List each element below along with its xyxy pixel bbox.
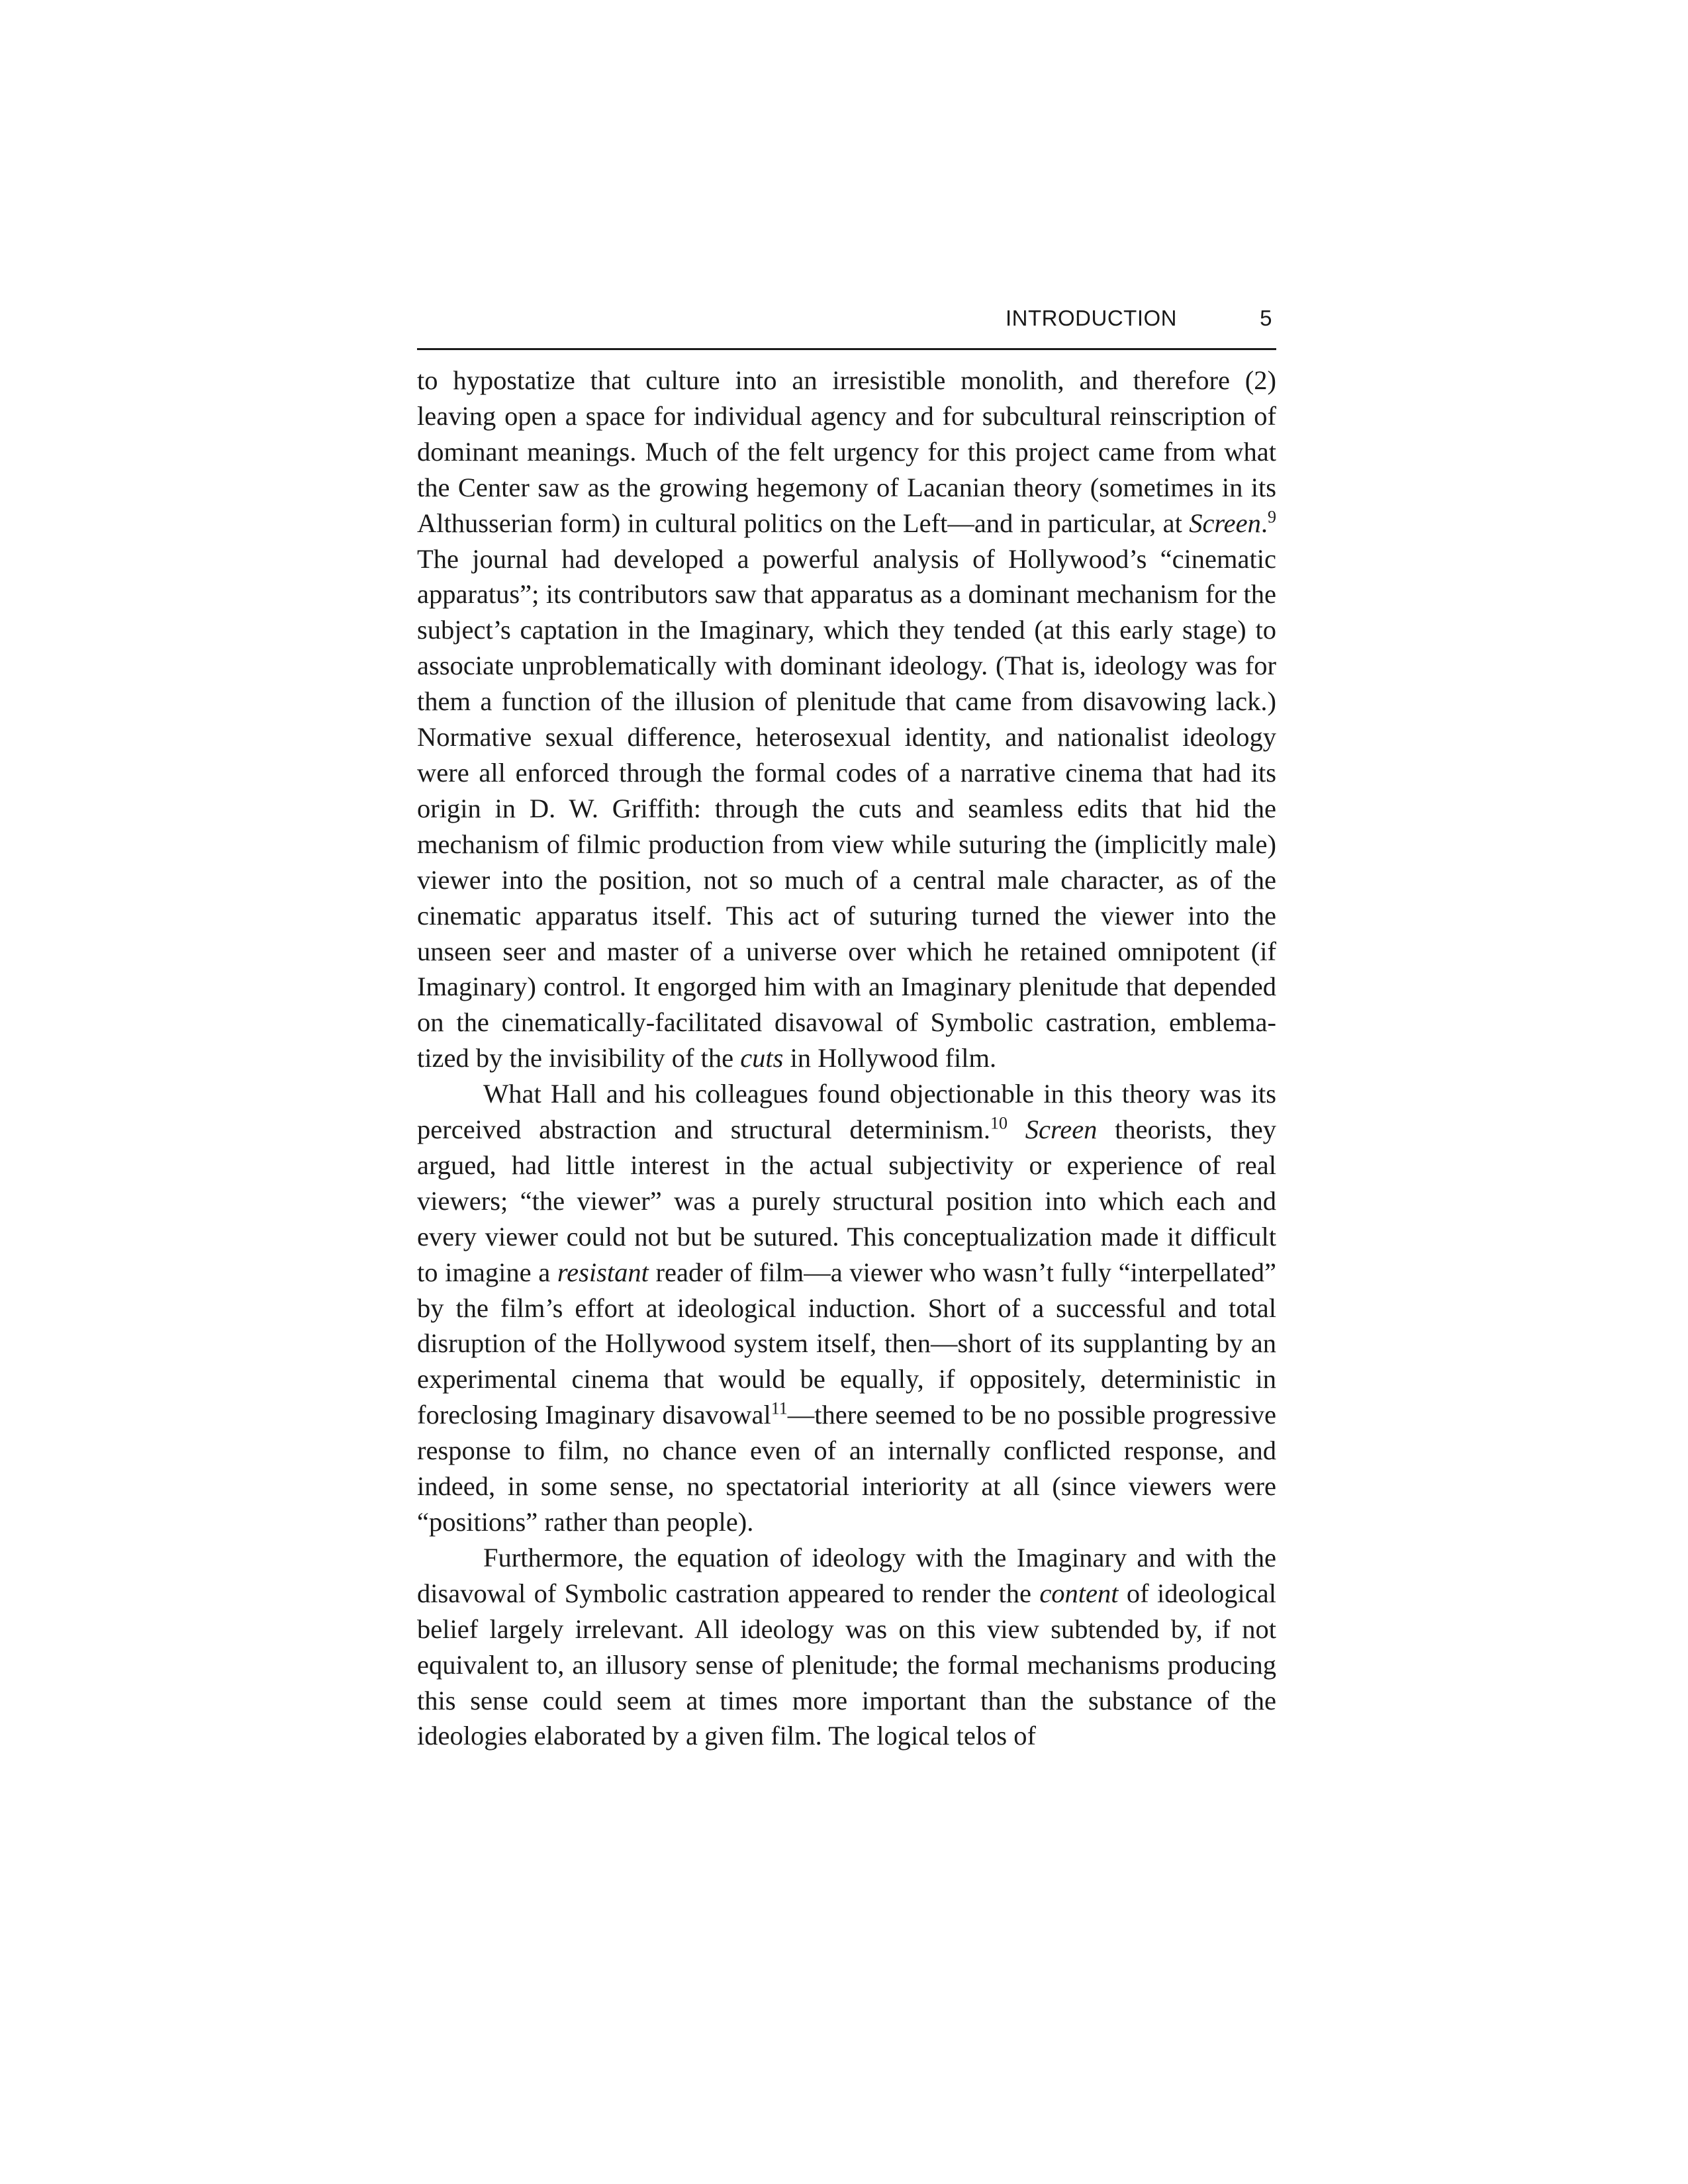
running-head-title: INTRODUCTION xyxy=(1006,306,1177,330)
text-run: in Hollywood film. xyxy=(783,1043,997,1073)
running-head xyxy=(417,306,1276,335)
italic-text: resistant xyxy=(557,1257,649,1287)
paragraph xyxy=(417,1540,1276,1754)
text-run: What Hall and his colleagues found objectionable in this theory was its perceived abstraction and structural determinism. xyxy=(417,1079,1276,1145)
text-run: reader of film—a viewer who wasn’t fully “interpellated” by the film’s effort at ideological induction. Short of a successful and total disruption of the Hollywood system itself, then—short of its supplanting by an experimental cinema that would be equally, if oppositely, deterministic in foreclosing Imaginary disavowal xyxy=(417,1257,1276,1430)
body-text xyxy=(417,363,1276,1754)
italic-text: content xyxy=(1039,1578,1119,1608)
text-run: The journal had developed a powerful analysis of Hollywood’s “cinematic apparatus”; its contributors saw that apparatus as a dominant mechanism for the subject’s captation in the Imaginary, which they tended (at this early stage) to associate unproblematically with dominant ideology. (That is, ideology was for them a function of the illusion of plenitude that came from disavowing lack.) Normative sexual difference, heterosexual identity, and nationalist ideology were all enforced through the formal codes of a narrative cinema that had its origin in D. W. Griffith: through the cuts and seamless edits that hid the mechanism of filmic production from view while suturing the (implicitly male) viewer into the position, not so much of a central male character, as of the cinematic apparatus itself. This act of suturing turned the viewer into the unseen seer and master of a universe over which he retained omnipotent (if Imaginary) control. It engorged him with an Imaginary plenitude that depended on the cinematically-facilitated disavowal of Symbolic castration, emblematized by the invisibility of the xyxy=(417,543,1276,1073)
text-run: to hypostatize that culture into an irresistible monolith, and therefore (2) leaving open a space for individual agency and for subcultural reinscription of dominant meanings. Much of the felt urgency for this project came from what the Center saw as the growing hegemony of Lacanian theory (sometimes in its Althusserian form) in cultural politics on the Left—and in particular, at xyxy=(417,365,1276,538)
footnote-ref: 9 xyxy=(1268,507,1276,527)
page-number: 5 xyxy=(1260,306,1272,330)
text-run: of ideological belief largely irrelevant. All ideology was on this view subtended by, if not equivalent to, an illusory sense of plenitude; the formal mechanisms producing this sense could seem at times more important than the substance of the ideologies elaborated by a given film. The logical telos of xyxy=(417,1578,1276,1751)
paragraph xyxy=(417,363,1276,1076)
paragraph xyxy=(417,1076,1276,1540)
text-run: Furthermore, the equation of ideology with the Imaginary and with the disavowal of Symbolic castration appeared to render the xyxy=(417,1542,1276,1608)
text-run: theorists, they argued, had little interest in the actual subjectivity or experience of real viewers; “the viewer” was a purely structural position into which each and every viewer could not but be sutured. This conceptualization made it difficult to imagine a xyxy=(417,1115,1276,1287)
text-run xyxy=(1008,1115,1025,1144)
italic-text: Screen xyxy=(1189,508,1261,538)
italic-text: Screen xyxy=(1025,1115,1098,1145)
footnote-ref: 10 xyxy=(990,1113,1008,1133)
italic-text: cuts xyxy=(740,1043,784,1073)
text-run: —there seemed to be no possible progressive response to film, no chance even of an internally conflicted response, and indeed, in some sense, no spectatorial interiority at all (since viewers were “positions” rather than people). xyxy=(417,1400,1277,1537)
book-page xyxy=(417,0,1276,2184)
header-rule xyxy=(417,348,1276,350)
footnote-ref: 11 xyxy=(771,1398,788,1418)
text-run: . xyxy=(1260,508,1268,538)
